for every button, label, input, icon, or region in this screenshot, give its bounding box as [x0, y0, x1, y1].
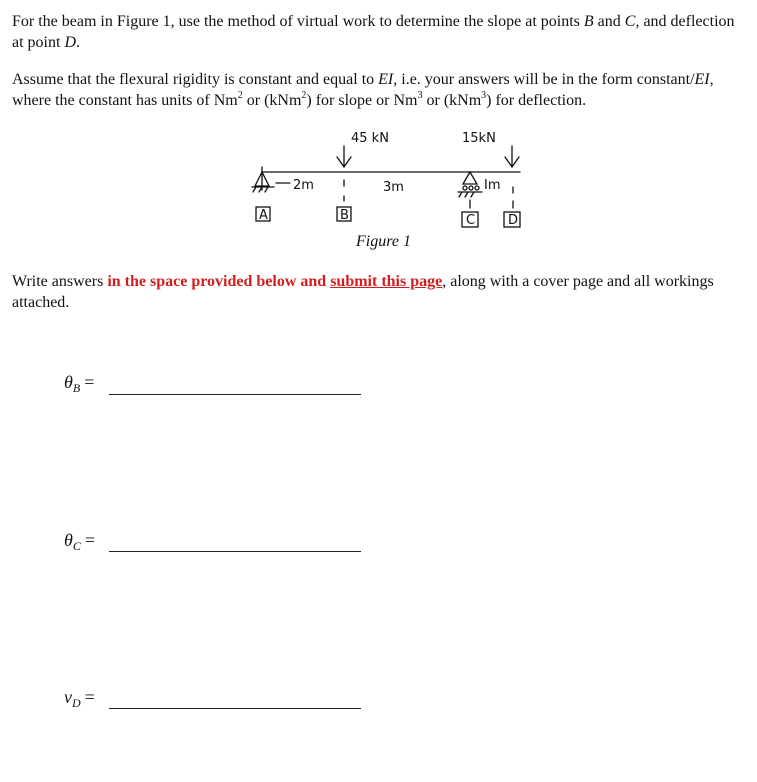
span-label-2m: 2m	[293, 178, 314, 193]
load-label-15kn: 15kN	[462, 131, 496, 146]
answer-line-v-d[interactable]	[109, 708, 361, 709]
roller-support-c	[458, 172, 482, 197]
load-arrow-15kn	[505, 146, 519, 167]
beam-figure	[0, 0, 757, 260]
answer-label-v-d: $v_D$ =	[64, 687, 95, 710]
answer-line-theta-b[interactable]	[109, 394, 361, 395]
span-label-3m: 3m	[383, 180, 404, 195]
answer-label-theta-b: $\theta_B$ =	[64, 372, 95, 395]
point-label-b: B	[340, 208, 349, 223]
load-arrow-45kn	[337, 146, 351, 167]
point-label-c: C	[466, 213, 476, 228]
problem-statement: For the beam in Figure 1, use the method of virtual work to determine the slope at points B and C, and deflection at point D.	[12, 13, 735, 51]
answer-line-theta-c[interactable]	[109, 551, 361, 552]
instructions: Write answers in the space provided below and submit this page, along with a cover page and all workings attached.	[12, 273, 714, 311]
load-label-45kn: 45 kN	[351, 131, 389, 146]
point-label-a: A	[259, 208, 268, 223]
rigidity-assumption: Assume that the flexural rigidity is constant and equal to EI, i.e. your answers will be in the form constant/EI, where the constant has units of Nm$^2$ or (kNm$^2$) for slope or Nm$^3$ or (kNm$^3$) for deflection.	[12, 71, 714, 109]
span-label-1m: Im	[484, 178, 501, 193]
figure-caption: Figure 1	[356, 233, 411, 250]
pin-support-a	[252, 167, 290, 192]
point-label-d: D	[508, 213, 519, 228]
answer-label-theta-c: $\theta_C$ =	[64, 530, 96, 553]
